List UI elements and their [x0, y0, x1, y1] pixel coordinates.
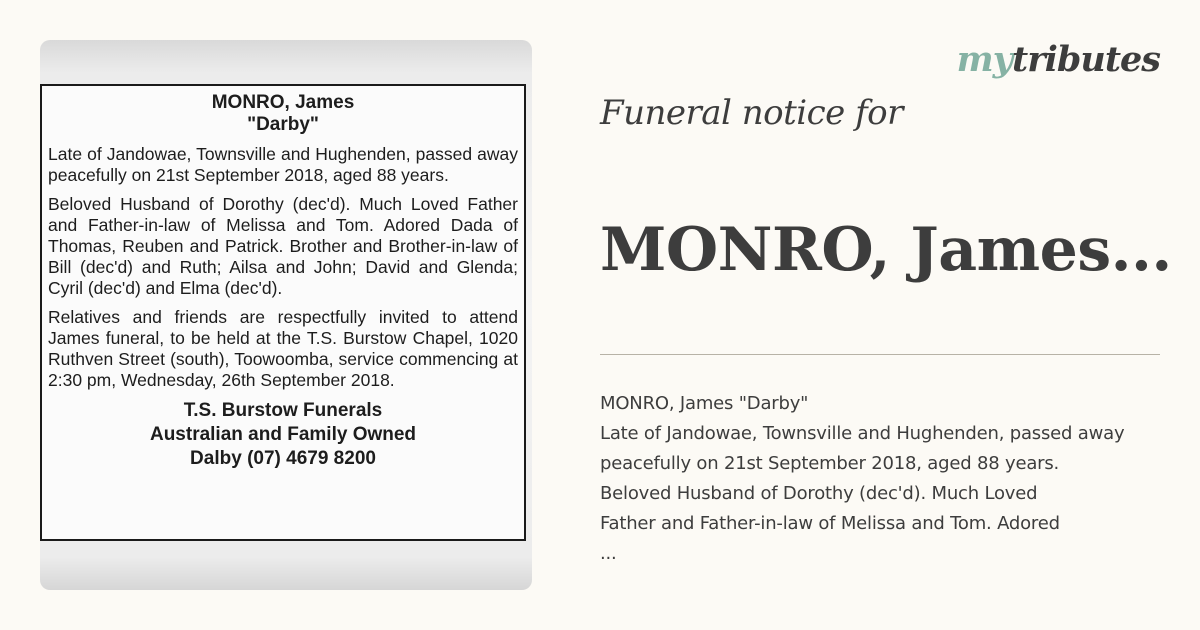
- divider: [600, 354, 1160, 355]
- excerpt-line: peacefully on 21st September 2018, aged 88 years.: [600, 453, 1060, 474]
- notice-paragraph: Relatives and friends are respectfully invited to attend James funeral, to be held at the T.S. Burstow Chapel, 1020 Ruthven Street (south), Toowoomba, service commencing at 2:30 pm, Wednesday, 26th September 2018.: [48, 307, 518, 390]
- excerpt-line: MONRO, James "Darby": [600, 393, 809, 414]
- notice-paragraph: Late of Jandowae, Townsville and Hughenden, passed away peacefully on 21st September 2018, aged 88 years.: [48, 144, 518, 185]
- notice-footer-line: T.S. Burstow Funerals: [183, 400, 383, 421]
- notice-footer: [48, 399, 518, 471]
- notice-name: MONRO, James: [211, 92, 355, 113]
- notice-kicker: Funeral notice for: [600, 93, 903, 133]
- excerpt-line: Father and Father-in-law of Melissa and Tom. Adored: [600, 513, 1060, 534]
- logo-tributes: tributes: [1012, 39, 1160, 80]
- notice-nickname: "Darby": [247, 114, 319, 135]
- excerpt-line: ...: [600, 543, 617, 564]
- notice-excerpt: [600, 389, 1200, 569]
- notice-paragraph: Beloved Husband of Dorothy (dec'd). Much Loved Father and Father-in-law of Melissa and Tom. Adored Dada of Thomas, Reuben and Patrick. Brother and Brother-in-law of Bill (dec'd) and Ruth; Ailsa and John; David and Glenda; Cyril (dec'd) and Elma (dec'd).: [48, 194, 518, 298]
- notice-image: [40, 40, 532, 590]
- deceased-name-title: MONRO, James...: [600, 215, 1172, 285]
- excerpt-line: Late of Jandowae, Townsville and Hughenden, passed away: [600, 423, 1125, 444]
- excerpt-line: Beloved Husband of Dorothy (dec'd). Much Loved: [600, 483, 1038, 504]
- notice-footer-line: Australian and Family Owned: [149, 424, 417, 445]
- notice-footer-line: Dalby (07) 4679 8200: [190, 448, 376, 469]
- logo-my: my: [956, 39, 1013, 80]
- mytributes-logo[interactable]: [957, 40, 1160, 80]
- notice-box: [40, 84, 526, 541]
